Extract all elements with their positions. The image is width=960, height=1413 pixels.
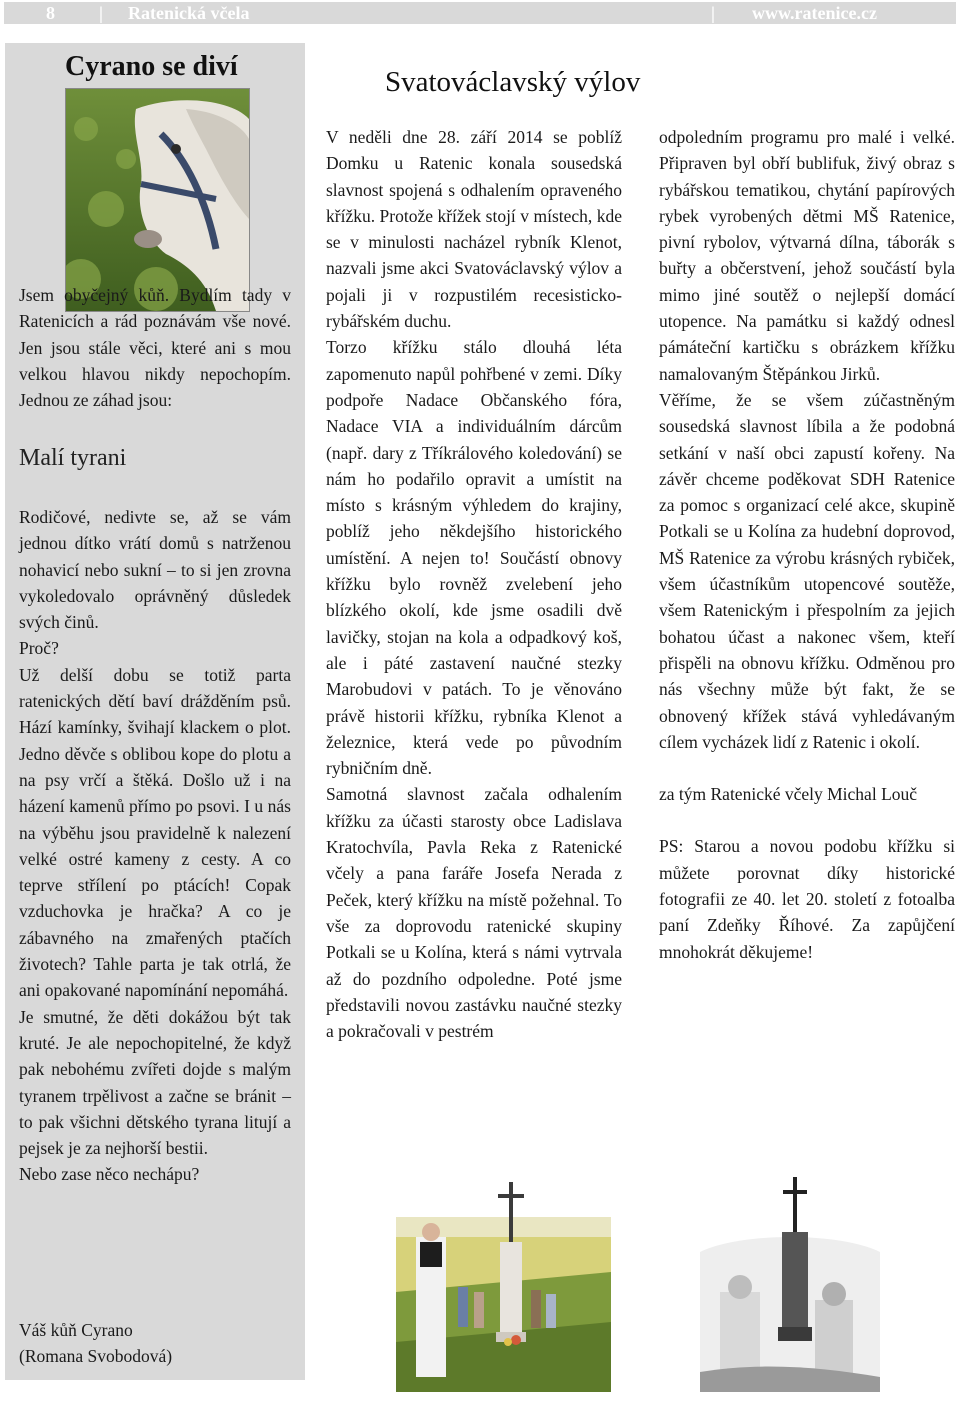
article-column-1 [326,124,622,1044]
sidebar-signature [19,1317,291,1370]
cross-blessing-photo [396,1172,611,1392]
historical-cross-photo [700,1172,880,1392]
article-paragraph: V neděli dne 28. září 2014 se poblíž Domku u Ratenic konala sousedská slavnost spojená s odhalením opraveného křížku. Protože křížek stojí v místech, kde se v minulosti nacházel rybník Klenot, nazvali jsme akci Svatováclavský výlov a pojali ji v rozpustilém recesisticko-rybářském duchu. [326,127,622,332]
body-paragraph: Už delší dobu se totiž parta ratenických dětí baví drážděním psů. Hází kamínky, švihají klackem o plot. Jedno děvče s oblibou kope do plotu a na psy vrčí a štěká. Došlo už i na házení kamenů přímo po psovi. I u nás na výběhu jsou pravidelně k nalezení velké ostré kameny z cesty. A co teprve střílení po ptácích! Copak vzduchovka je hračka? A co je zábavného na zmařených ptačích životech? Tahle parta je tak otrlá, že ani opakované napomínání nepomáhá. [19,664,291,1001]
article-byline: za tým Ratenické včely Michal Louč [659,784,918,805]
sidebar-title: Cyrano se diví [65,51,238,82]
header-separator-2: | [711,3,715,23]
signature-author: (Romana Svobodová) [19,1346,173,1367]
article-paragraph: odpoledním programu pro malé i velké. Připraven byl obří bublifuk, živý obraz s rybářskou tematikou, chytání papírových rybek vyrobených dětmi MŠ Ratenice, pivní rybolov, výtvarná dílna, táborák s buřty a občerstvení, jehož součástí byla mimo jiné soutěž o nejlepší domácí utopence. Na památku si každý odnesl pámáteční kartičku s obrázkem křížku namalovaným Štěpánkou Jirků. [659,127,955,384]
article-column-2 [659,124,955,965]
body-paragraph: Rodičové, nedivte se, až se vám jednou dítko vrátí domů s natrženou nohavicí nebo sukní – to si jen zrovna vykoledovalo oprávněný důsledek svých činů. [19,507,291,633]
sidebar-subtitle: Malí tyrani [19,445,127,471]
horse-photo [65,88,250,312]
page-header [4,2,956,24]
page-number: 8 [46,3,55,23]
article-paragraph: Věříme, že se všem zúčastněným sousedská slavnost líbila a že podobná setkání v naší obci zapustí kořeny. Na závěr chceme poděkovat SDH Ratenice za pomoc s organizací celé akce, skupině Potkali se u Kolína za hudební doprovod, MŠ Ratenice za výrobu krásných rybiček, všem účastníkům utopencové soutěže, všem Ratenickým i přespolním za jejich bohatou účast a nakonec všem, kteří přispěli na obnovu křížku. Odměnou pro nás všechny může být fakt, že se obnovený křížek stává vyhledávaným cílem vycházek lidí z Ratenic i okolí. [659,389,955,752]
sidebar-body [19,504,291,1188]
signature-name: Váš kůň Cyrano [19,1320,133,1340]
body-paragraph: Nebo zase něco nechápu? [19,1164,200,1185]
body-paragraph: Je smutné, že děti dokážou být tak kruté. Je ale nepochopitelné, že když pak nebohému zvířeti dojde s malým tyranem trpělivost a začne se bránit – to pak všichni dětského tyrana litují a pejsek je za nejhorší bestii. [19,1006,291,1159]
header-separator: | [99,3,103,23]
intro-paragraph: Jsem obyčejný kůň. Bydlím tady v Ratenicích a rád poznávám vše nové. Jen jsou stále věci, které ani s mou velkou hlavou nikdy nepochopím. Jednou ze záhad jsou: [19,285,291,411]
sidebar-intro [19,282,291,413]
sidebar-column [5,43,305,1380]
article-paragraph: Torzo křížku stálo dlouhá léta zapomenuto napůl pohřbené v zemi. Díky podpoře Nadace Občanského fóra, Nadace VIA a individuálním dárcům (např. dary z Tříkrálového koledování) se nám ho podařilo opravit a umístit na místo s krásným výhledem do krajiny, poblíž jeho někdejšího historického umístění. A nejen to! Součástí obnovy křížku bylo rovněž zvelebení jeho blízkého okolí, kde jsme osadili dvě lavičky, stojan na kola a odpadkový koš, ale i páté zastavení naučné stezky Marobudovi v patách. To je věnováno právě historii křížku, rybníka Klenot a železnice, která vede po původním rybničním dně. [326,337,622,779]
article-title: Svatováclavský výlov [385,66,641,98]
article-paragraph: Samotná slavnost začala odhalením křížku za účasti starosty obce Ladislava Kratochvíla, Pavla Reka z Ratenické včely a pana faráře Josefa Nerada z Peček, který křížku na místě požehnal. To vše za doprovodu ratenické skupiny Potkali se u Kolína, která s námi vytrvala až do pozdního odpoledne. Poté jsme představili novou zastávku naučné stezky a pokračovali v pestrém [326,784,622,1042]
publication-name: Ratenická včela [128,3,250,23]
article-ps: PS: Starou a novou podobu křížku si můžete porovnat díky historické fotografii ze 40. let 20. století z fotoalba paní Zdeňky Říhové. Za zapůjčení mnohokrát děkujeme! [659,836,955,962]
body-paragraph: Proč? [19,638,59,659]
website-url[interactable]: www.ratenice.cz [752,3,877,23]
